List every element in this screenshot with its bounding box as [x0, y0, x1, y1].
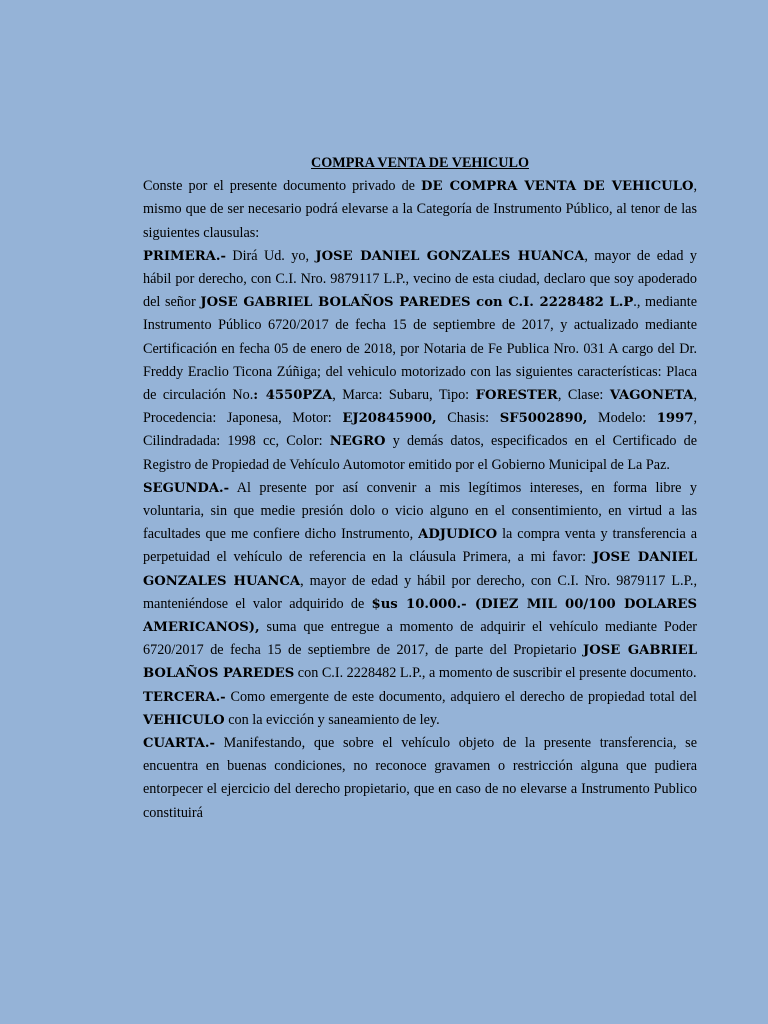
clause-tercera-label: TERCERA.-: [143, 689, 226, 705]
clause-primera: [143, 245, 697, 477]
clause-bold: JOSE GABRIEL BOLAÑOS PAREDES con C.I. 2228482 L.P: [200, 295, 634, 311]
clause-segunda: [143, 477, 697, 686]
clause-text: y demás datos, especificados en el Certificado de Registro de Propiedad de Vehículo Automotor emitido por el Gobierno Municipal de La Paz.: [143, 433, 698, 473]
clause-cuarta: [143, 732, 697, 825]
clause-bold: VAGONETA: [609, 388, 694, 404]
clause-text: , mayor de edad y hábil por derecho, con C.I. Nro. 9879117 L.P., vecino de esta ciudad, declaro que soy apoderado del señor: [143, 247, 697, 311]
clause-tercera: [143, 686, 697, 732]
clause-text: Como emergente de este documento, adquiero el derecho de propiedad total del: [225, 688, 697, 705]
intro-paragraph: [143, 175, 697, 245]
intro-text-2: , mismo que de ser necesario podrá elevarse a la Categoría de Instrumento Público, al tenor de las siguientes clausulas:: [143, 178, 697, 241]
clause-bold: 1997: [656, 411, 694, 427]
clause-text: Modelo:: [587, 410, 657, 427]
clause-bold: : 4550PZA: [253, 388, 333, 404]
clause-text: con C.I. 2228482 L.P., a momento de suscribir el presente documento.: [294, 665, 697, 682]
clause-text: Manifestando, que sobre el vehículo objeto de la presente transferencia, se encuentra en buenas condiciones, no reconoce gravamen o restricción alguna que pudiera entorpecer el ejercicio del derecho propietario, que en caso de no elevarse a Instrumento Publico constituirá: [143, 735, 697, 821]
clause-text: Dirá Ud. yo,: [225, 247, 316, 264]
clause-bold: SF5002890,: [499, 411, 588, 427]
document-page: [143, 152, 697, 825]
clause-bold: ADJUDICO: [418, 527, 498, 543]
clause-bold: JOSE GABRIEL BOLAÑOS PAREDES: [143, 643, 697, 682]
document-title: COMPRA VENTA DE VEHICULO: [311, 155, 529, 171]
clause-bold: EJ20845900,: [342, 411, 437, 427]
clause-segunda-label: SEGUNDA.-: [143, 480, 230, 496]
clause-text: Chasis:: [436, 410, 500, 427]
clause-text: la compra venta y transferencia a perpetuidad el vehículo de referencia en la cláusula Primera, a mi favor:: [143, 526, 697, 566]
clause-bold: $us 10.000.- (DIEZ MIL 00/100 DOLARES AMERICANOS),: [143, 596, 697, 636]
clause-primera-label: PRIMERA.-: [143, 248, 226, 264]
clause-bold: VEHICULO: [143, 712, 225, 728]
clause-text: con la evicción y saneamiento de ley.: [224, 711, 440, 728]
intro-bold-1: DE COMPRA VENTA DE VEHICULO: [421, 179, 694, 195]
clause-cuarta-label: CUARTA.-: [143, 736, 215, 752]
clause-bold: FORESTER: [475, 388, 558, 404]
clause-text: suma que entregue a momento de adquirir el vehículo mediante Poder 6720/2017 de fecha 15 de septiembre de 2017, de parte del Propietario: [143, 619, 697, 659]
clause-text: , Marca: Subaru, Tipo:: [332, 387, 476, 404]
clause-text: , Cilindradada: 1998 cc, Color:: [143, 410, 698, 450]
clause-bold: NEGRO: [329, 434, 386, 450]
clause-text: ., mediante Instrumento Público 6720/2017 de fecha 15 de septiembre de 2017, y actualizado mediante Certificación en fecha 05 de enero de 2018, por Notaria de Fe Publica Nro. 031 A cargo del Dr. Freddy Eraclio Ticona Zúñiga; del vehiculo motorizado con las siguientes características: Placa de circulación No.: [143, 294, 697, 404]
clause-text: , mayor de edad y hábil por derecho, con C.I. Nro. 9879117 L.P., manteniéndose el valor adquirido de: [143, 572, 697, 612]
clause-text: Al presente por así convenir a mis legítimos intereses, en forma libre y voluntaria, sin que medie presión dolo o vicio alguno en el consentimiento, en virtud a las facultades que me confiere dicho Instrumento,: [143, 479, 697, 543]
intro-text-1: Conste por el presente documento privado de: [143, 178, 422, 195]
clause-bold: JOSE DANIEL GONZALES HUANCA: [315, 248, 585, 264]
clause-bold: JOSE DANIEL GONZALES HUANCA: [143, 550, 698, 589]
clause-text: , Procedencia: Japonesa, Motor:: [143, 387, 697, 427]
clause-text: , Clase:: [557, 387, 610, 404]
